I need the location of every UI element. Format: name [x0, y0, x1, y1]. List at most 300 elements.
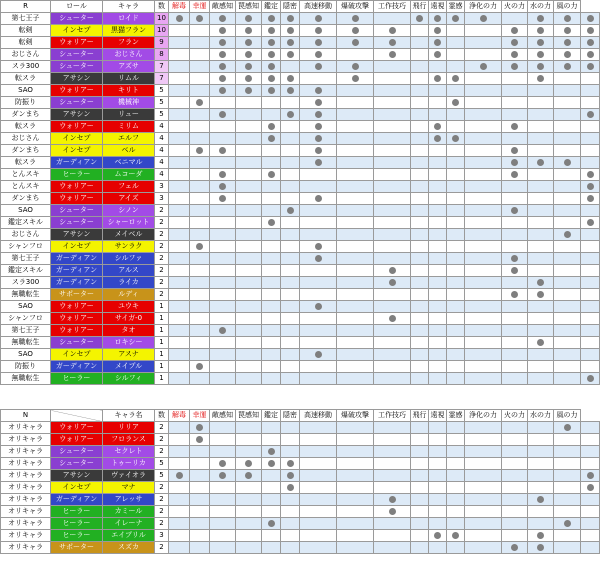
- skill-cell: [411, 181, 429, 193]
- skill-cell: [581, 470, 600, 482]
- skill-cell: [300, 61, 337, 73]
- skill-cell: [190, 229, 210, 241]
- filled-circle-icon: [434, 75, 441, 82]
- filled-circle-icon: [587, 51, 594, 58]
- skill-cell: [236, 337, 262, 349]
- skill-cell: [169, 193, 190, 205]
- role-cell: アサシン: [51, 73, 103, 85]
- source-title: シャンフロ: [1, 241, 51, 253]
- skill-cell: [210, 542, 236, 554]
- filled-circle-icon: [268, 27, 275, 34]
- skill-cell: [465, 506, 502, 518]
- skill-cell: [554, 253, 581, 265]
- skill-cell: [300, 277, 337, 289]
- role-cell: ヒーラー: [51, 530, 103, 542]
- skill-cell: [337, 121, 374, 133]
- skill-cell: [374, 542, 411, 554]
- filled-circle-icon: [287, 87, 294, 94]
- skill-cell: [210, 169, 236, 181]
- skill-cell: [581, 97, 600, 109]
- filled-circle-icon: [268, 460, 275, 467]
- skill-cell: [374, 313, 411, 325]
- skill-cell: [236, 542, 262, 554]
- skill-cell: [337, 446, 374, 458]
- skill-cell: [465, 337, 502, 349]
- skill-cell: [337, 25, 374, 37]
- source-title: オリキャラ: [1, 494, 51, 506]
- skill-cell: [262, 109, 281, 121]
- skill-cell: [447, 518, 465, 530]
- skill-cell: [236, 109, 262, 121]
- header-skill: 飛行: [411, 410, 429, 422]
- skill-cell: [210, 446, 236, 458]
- skill-cell: [374, 301, 411, 313]
- skill-cell: [528, 494, 554, 506]
- skill-cell: [337, 361, 374, 373]
- skill-cell: [236, 325, 262, 337]
- skill-cell: [554, 217, 581, 229]
- skill-cell: [554, 109, 581, 121]
- skill-cell: [281, 494, 300, 506]
- filled-circle-icon: [511, 267, 518, 274]
- filled-circle-icon: [564, 231, 571, 238]
- filled-circle-icon: [564, 159, 571, 166]
- skill-cell: [281, 265, 300, 277]
- skill-cell: [262, 49, 281, 61]
- skill-cell: [190, 85, 210, 97]
- skill-cell: [554, 13, 581, 25]
- skill-cell: [429, 542, 447, 554]
- skill-count: 2: [155, 265, 169, 277]
- skill-cell: [190, 25, 210, 37]
- skill-cell: [465, 61, 502, 73]
- skill-cell: [281, 193, 300, 205]
- source-title: 転スラ: [1, 73, 51, 85]
- role-cell: シューター: [51, 337, 103, 349]
- skill-cell: [554, 265, 581, 277]
- filled-circle-icon: [268, 51, 275, 58]
- skill-cell: [465, 157, 502, 169]
- source-title: おじさん: [1, 49, 51, 61]
- skill-cell: [581, 530, 600, 542]
- skill-cell: [429, 217, 447, 229]
- skill-cell: [337, 337, 374, 349]
- skill-cell: [581, 446, 600, 458]
- skill-cell: [374, 61, 411, 73]
- skill-count: 2: [155, 217, 169, 229]
- skill-cell: [300, 181, 337, 193]
- skill-cell: [281, 422, 300, 434]
- skill-cell: [411, 133, 429, 145]
- table-row: [1, 169, 600, 181]
- skill-cell: [528, 482, 554, 494]
- filled-circle-icon: [452, 99, 459, 106]
- skill-cell: [300, 193, 337, 205]
- filled-circle-icon: [287, 484, 294, 491]
- skill-cell: [210, 470, 236, 482]
- character-name: リリア: [103, 422, 155, 434]
- role-cell: ウォリアー: [51, 434, 103, 446]
- skill-cell: [581, 337, 600, 349]
- skill-cell: [581, 277, 600, 289]
- skill-cell: [169, 482, 190, 494]
- skill-cell: [554, 494, 581, 506]
- skill-cell: [554, 349, 581, 361]
- skill-cell: [502, 121, 528, 133]
- skill-cell: [281, 73, 300, 85]
- table-row: [1, 337, 600, 349]
- filled-circle-icon: [315, 51, 322, 58]
- role-cell: ガーディアン: [51, 277, 103, 289]
- filled-circle-icon: [268, 63, 275, 70]
- skill-cell: [465, 289, 502, 301]
- character-name: サンラク: [103, 241, 155, 253]
- character-name: タオ: [103, 325, 155, 337]
- character-name: シルフィ: [103, 373, 155, 385]
- skill-cell: [337, 422, 374, 434]
- skill-cell: [554, 313, 581, 325]
- skill-cell: [528, 25, 554, 37]
- skill-cell: [281, 169, 300, 181]
- skill-cell: [236, 434, 262, 446]
- skill-cell: [465, 277, 502, 289]
- skill-cell: [502, 289, 528, 301]
- skill-cell: [374, 325, 411, 337]
- skill-cell: [210, 121, 236, 133]
- role-cell: サポーター: [51, 542, 103, 554]
- skill-cell: [337, 506, 374, 518]
- skill-cell: [502, 13, 528, 25]
- skill-cell: [210, 349, 236, 361]
- skill-cell: [502, 85, 528, 97]
- header-skill: 高速移動: [300, 410, 337, 422]
- table-row: [1, 217, 600, 229]
- skill-cell: [528, 13, 554, 25]
- skill-cell: [374, 217, 411, 229]
- skill-cell: [374, 205, 411, 217]
- skill-cell: [465, 109, 502, 121]
- skill-cell: [411, 434, 429, 446]
- header-skill: 幸運: [190, 410, 210, 422]
- skill-cell: [429, 49, 447, 61]
- table-row: [1, 373, 600, 385]
- skill-cell: [465, 373, 502, 385]
- skill-cell: [581, 265, 600, 277]
- skill-cell: [554, 482, 581, 494]
- skill-count: 2: [155, 422, 169, 434]
- table-row: [1, 157, 600, 169]
- skill-cell: [262, 121, 281, 133]
- skill-cell: [429, 325, 447, 337]
- header-skill: 遠視: [429, 410, 447, 422]
- filled-circle-icon: [245, 63, 252, 70]
- skill-cell: [169, 506, 190, 518]
- skill-cell: [262, 349, 281, 361]
- source-title: SAO: [1, 301, 51, 313]
- skill-cell: [502, 217, 528, 229]
- character-name: サイガ-0: [103, 313, 155, 325]
- skill-cell: [262, 145, 281, 157]
- skill-cell: [429, 361, 447, 373]
- skill-cell: [300, 97, 337, 109]
- skill-cell: [281, 446, 300, 458]
- skill-cell: [554, 325, 581, 337]
- skill-cell: [337, 85, 374, 97]
- table-row: [1, 61, 600, 73]
- filled-circle-icon: [434, 51, 441, 58]
- source-title: おじさん: [1, 229, 51, 241]
- skill-count: 8: [155, 49, 169, 61]
- character-name: アイズ: [103, 193, 155, 205]
- skill-cell: [337, 253, 374, 265]
- skill-cell: [411, 301, 429, 313]
- skill-cell: [337, 277, 374, 289]
- skill-cell: [447, 301, 465, 313]
- skill-cell: [554, 458, 581, 470]
- skill-cell: [528, 361, 554, 373]
- skill-cell: [337, 205, 374, 217]
- skill-cell: [465, 97, 502, 109]
- filled-circle-icon: [245, 87, 252, 94]
- skill-cell: [236, 289, 262, 301]
- skill-cell: [169, 313, 190, 325]
- skill-cell: [374, 458, 411, 470]
- table-row: [1, 73, 600, 85]
- filled-circle-icon: [511, 51, 518, 58]
- skill-cell: [411, 217, 429, 229]
- skill-cell: [190, 277, 210, 289]
- filled-circle-icon: [268, 520, 275, 527]
- skill-cell: [465, 241, 502, 253]
- skill-cell: [190, 181, 210, 193]
- skill-cell: [429, 289, 447, 301]
- filled-circle-icon: [315, 111, 322, 118]
- skill-cell: [236, 229, 262, 241]
- skill-cell: [374, 277, 411, 289]
- skill-cell: [169, 518, 190, 530]
- role-cell: インセプ: [51, 241, 103, 253]
- skill-cell: [169, 289, 190, 301]
- skill-cell: [447, 157, 465, 169]
- skill-count: 2: [155, 506, 169, 518]
- skill-cell: [337, 518, 374, 530]
- skill-cell: [210, 13, 236, 25]
- source-title: 転剣: [1, 25, 51, 37]
- skill-cell: [262, 470, 281, 482]
- skill-cell: [411, 373, 429, 385]
- skill-cell: [190, 482, 210, 494]
- skill-cell: [300, 506, 337, 518]
- source-title: 転剣: [1, 37, 51, 49]
- skill-cell: [581, 145, 600, 157]
- skill-cell: [210, 313, 236, 325]
- filled-circle-icon: [245, 75, 252, 82]
- skill-cell: [581, 85, 600, 97]
- filled-circle-icon: [315, 303, 322, 310]
- skill-cell: [447, 97, 465, 109]
- skill-cell: [374, 37, 411, 49]
- skill-cell: [374, 530, 411, 542]
- skill-cell: [190, 217, 210, 229]
- skill-cell: [502, 229, 528, 241]
- role-cell: シューター: [51, 49, 103, 61]
- skill-cell: [374, 349, 411, 361]
- skill-cell: [337, 530, 374, 542]
- skill-cell: [465, 217, 502, 229]
- filled-circle-icon: [287, 51, 294, 58]
- character-name: ミリム: [103, 121, 155, 133]
- skill-cell: [236, 458, 262, 470]
- filled-circle-icon: [452, 75, 459, 82]
- skill-cell: [190, 470, 210, 482]
- skill-cell: [447, 422, 465, 434]
- skill-cell: [554, 121, 581, 133]
- skill-cell: [411, 61, 429, 73]
- role-cell: ガーディアン: [51, 361, 103, 373]
- header-skill: 霊感: [447, 1, 465, 13]
- skill-cell: [236, 85, 262, 97]
- skill-cell: [528, 373, 554, 385]
- skill-cell: [447, 349, 465, 361]
- filled-circle-icon: [268, 87, 275, 94]
- skill-cell: [262, 289, 281, 301]
- skill-cell: [411, 482, 429, 494]
- skill-cell: [281, 313, 300, 325]
- skill-cell: [528, 349, 554, 361]
- skill-cell: [169, 97, 190, 109]
- skill-cell: [429, 25, 447, 37]
- table-row: [1, 530, 600, 542]
- skill-cell: [190, 530, 210, 542]
- role-cell: ウォリアー: [51, 193, 103, 205]
- header-skill: 風の力: [554, 410, 581, 422]
- filled-circle-icon: [587, 219, 594, 226]
- skill-cell: [374, 145, 411, 157]
- skill-cell: [281, 518, 300, 530]
- skill-cell: [337, 217, 374, 229]
- skill-cell: [465, 530, 502, 542]
- header-skill: 遠視: [429, 1, 447, 13]
- skill-count: 2: [155, 253, 169, 265]
- skill-cell: [337, 542, 374, 554]
- role-cell: ガーディアン: [51, 494, 103, 506]
- character-name: シルファ: [103, 253, 155, 265]
- skill-cell: [411, 85, 429, 97]
- skill-cell: [554, 61, 581, 73]
- skill-count: 7: [155, 73, 169, 85]
- skill-cell: [210, 37, 236, 49]
- skill-cell: [374, 13, 411, 25]
- table-row: [1, 289, 600, 301]
- skill-count: 5: [155, 470, 169, 482]
- skill-cell: [190, 265, 210, 277]
- skill-cell: [528, 470, 554, 482]
- skill-cell: [411, 506, 429, 518]
- skill-cell: [502, 169, 528, 181]
- skill-cell: [236, 422, 262, 434]
- filled-circle-icon: [587, 171, 594, 178]
- skill-cell: [190, 542, 210, 554]
- filled-circle-icon: [315, 27, 322, 34]
- skill-cell: [581, 61, 600, 73]
- skill-cell: [528, 337, 554, 349]
- skill-cell: [374, 337, 411, 349]
- skill-count: 2: [155, 434, 169, 446]
- skill-cell: [447, 13, 465, 25]
- skill-cell: [262, 458, 281, 470]
- skill-cell: [554, 277, 581, 289]
- skill-cell: [190, 506, 210, 518]
- skill-cell: [236, 25, 262, 37]
- filled-circle-icon: [219, 195, 226, 202]
- skill-cell: [374, 446, 411, 458]
- filled-circle-icon: [511, 159, 518, 166]
- skill-cell: [502, 145, 528, 157]
- skill-cell: [281, 133, 300, 145]
- role-cell: アサシン: [51, 470, 103, 482]
- filled-circle-icon: [219, 472, 226, 479]
- skill-cell: [447, 25, 465, 37]
- skill-cell: [465, 265, 502, 277]
- skill-cell: [169, 205, 190, 217]
- character-name: メイベル: [103, 229, 155, 241]
- skill-cell: [262, 434, 281, 446]
- skill-cell: [429, 373, 447, 385]
- skill-cell: [210, 145, 236, 157]
- filled-circle-icon: [176, 472, 183, 479]
- skill-cell: [528, 73, 554, 85]
- skill-cell: [337, 458, 374, 470]
- skill-cell: [554, 169, 581, 181]
- skill-cell: [447, 169, 465, 181]
- skill-count: 4: [155, 145, 169, 157]
- skill-cell: [465, 422, 502, 434]
- skill-cell: [236, 217, 262, 229]
- source-title: ダンまち: [1, 109, 51, 121]
- skill-cell: [554, 289, 581, 301]
- skill-cell: [502, 205, 528, 217]
- skill-cell: [337, 73, 374, 85]
- skill-cell: [262, 313, 281, 325]
- skill-cell: [236, 518, 262, 530]
- filled-circle-icon: [537, 75, 544, 82]
- skill-cell: [190, 289, 210, 301]
- skill-cell: [581, 434, 600, 446]
- skill-cell: [554, 157, 581, 169]
- skill-cell: [337, 13, 374, 25]
- table-row: [1, 49, 600, 61]
- filled-circle-icon: [511, 255, 518, 262]
- skill-cell: [429, 61, 447, 73]
- skill-cell: [581, 422, 600, 434]
- filled-circle-icon: [219, 111, 226, 118]
- role-cell: シューター: [51, 217, 103, 229]
- header-blank: [51, 410, 103, 422]
- skill-cell: [581, 121, 600, 133]
- skill-cell: [447, 73, 465, 85]
- skill-cell: [169, 157, 190, 169]
- skill-cell: [447, 241, 465, 253]
- role-cell: サポーター: [51, 289, 103, 301]
- skill-cell: [374, 121, 411, 133]
- skill-cell: [374, 289, 411, 301]
- skill-cell: [210, 193, 236, 205]
- filled-circle-icon: [511, 291, 518, 298]
- skill-cell: [300, 458, 337, 470]
- skill-cell: [281, 157, 300, 169]
- role-cell: アサシン: [51, 229, 103, 241]
- skill-cell: [281, 181, 300, 193]
